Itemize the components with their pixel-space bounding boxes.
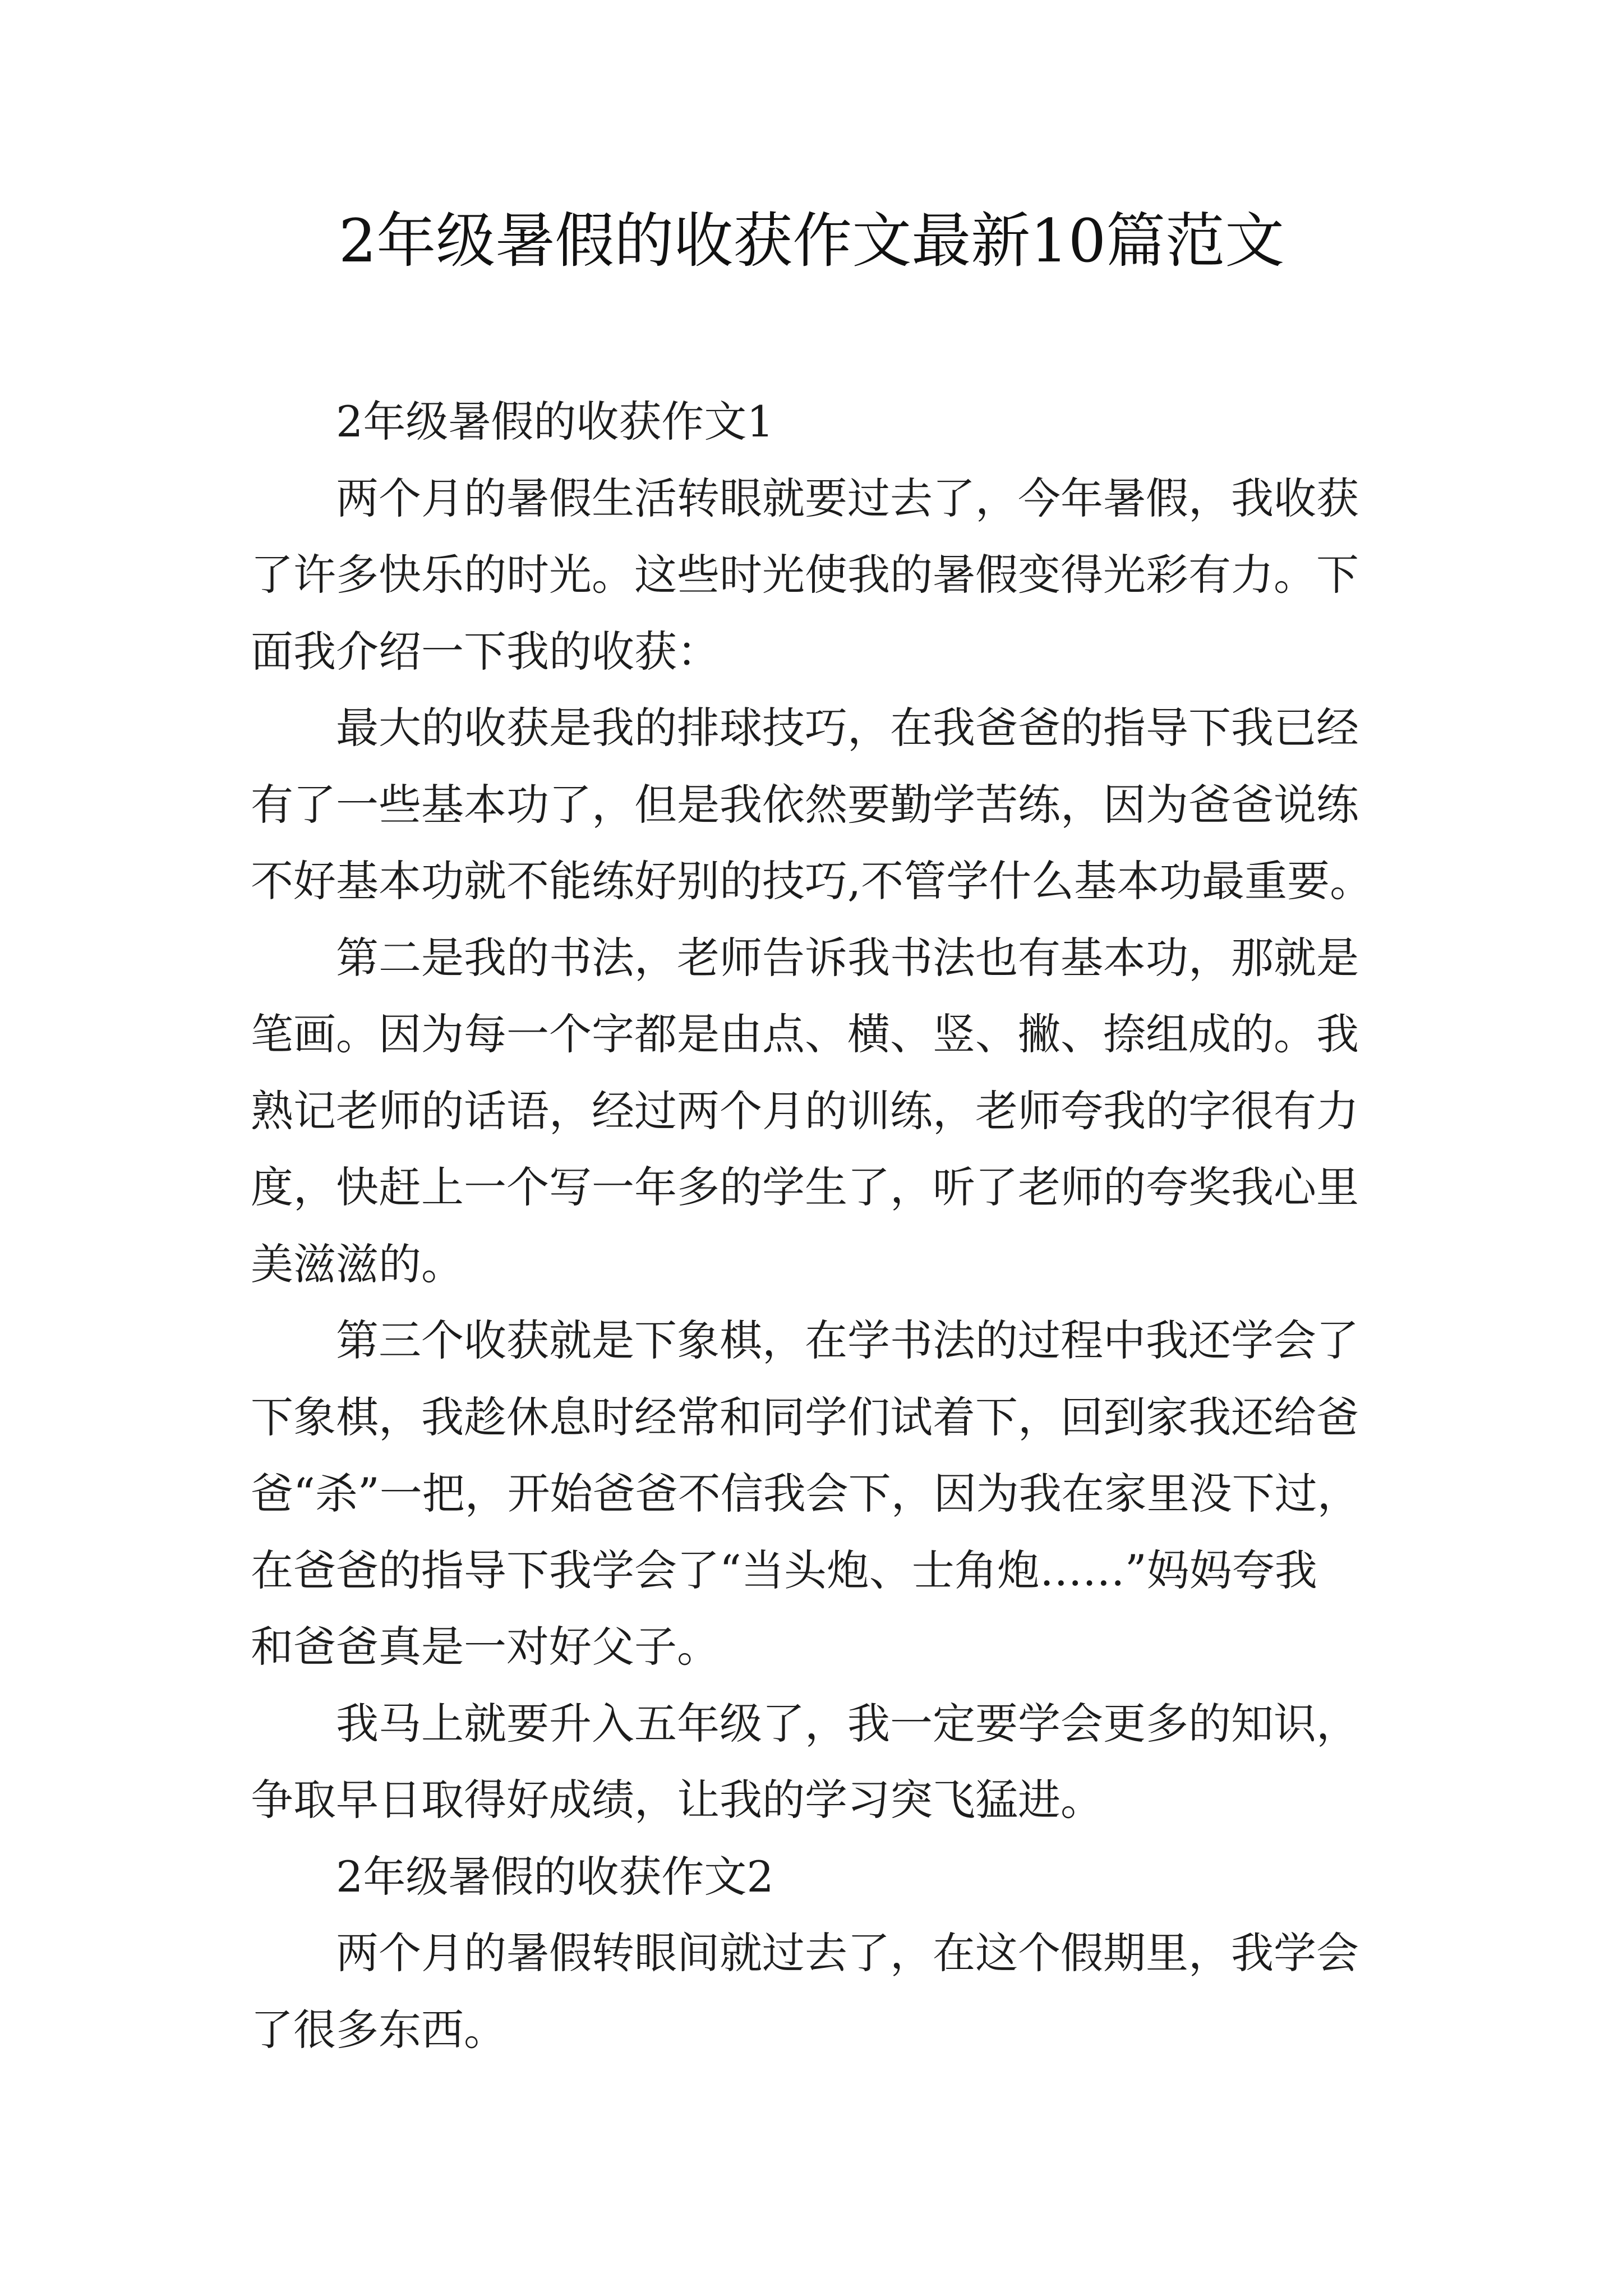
text-line: 我马上就要升入五年级了，我一定要学会更多的知识， <box>336 1698 1359 1749</box>
text-line: 和爸爸真是一对好父子。 <box>251 1622 720 1672</box>
text-line: 美滋滋的。 <box>251 1239 464 1289</box>
text-line: 不好基本功就不能练好别的技巧,不管学什么基本功最重要。 <box>251 856 1373 906</box>
text-line: 两个月的暑假转眼间就过去了，在这个假期里，我学会 <box>336 1928 1359 1978</box>
document-body <box>251 384 1378 2068</box>
text-line: 两个月的暑假生活转眼就要过去了，今年暑假，我收获 <box>336 473 1359 523</box>
text-line: 面我介绍一下我的收获： <box>251 626 720 677</box>
text-line: 度，快赶上一个写一年多的学生了，听了老师的夸奖我心里 <box>251 1162 1359 1212</box>
text-line: 最大的收获是我的排球技巧，在我爸爸的指导下我已经 <box>336 703 1359 753</box>
text-line: 第二是我的书法，老师告诉我书法也有基本功，那就是 <box>336 932 1359 983</box>
text-line: 下象棋，我趁休息时经常和同学们试着下，回到家我还给爸 <box>251 1392 1359 1442</box>
text-line: 了很多东西。 <box>251 2004 506 2055</box>
text-line: 2年级暑假的收获作文1 <box>336 397 774 447</box>
text-line: 熟记老师的话语，经过两个月的训练，老师夸我的字很有力 <box>251 1085 1359 1136</box>
text-line: 第三个收获就是下象棋，在学书法的过程中我还学会了 <box>336 1315 1359 1365</box>
text-line: 笔画。因为每一个字都是由点、横、竖、撇、捺组成的。我 <box>251 1009 1359 1059</box>
text-line: 争取早日取得好成绩，让我的学习突飞猛进。 <box>251 1775 1103 1825</box>
document-title: 2年级暑假的收获作文最新10篇范文 <box>338 206 1285 275</box>
text-line: 有了一些基本功了，但是我依然要勤学苦练，因为爸爸说练 <box>251 779 1359 830</box>
text-line: 在爸爸的指导下我学会了“当头炮、士角炮……”妈妈夸我 <box>251 1545 1317 1595</box>
text-line: 2年级暑假的收获作文2 <box>336 1851 774 1902</box>
text-line: 爸“杀”一把，开始爸爸不信我会下，因为我在家里没下过， <box>251 1469 1360 1519</box>
text-line: 了许多快乐的时光。这些时光使我的暑假变得光彩有力。下 <box>251 550 1359 600</box>
